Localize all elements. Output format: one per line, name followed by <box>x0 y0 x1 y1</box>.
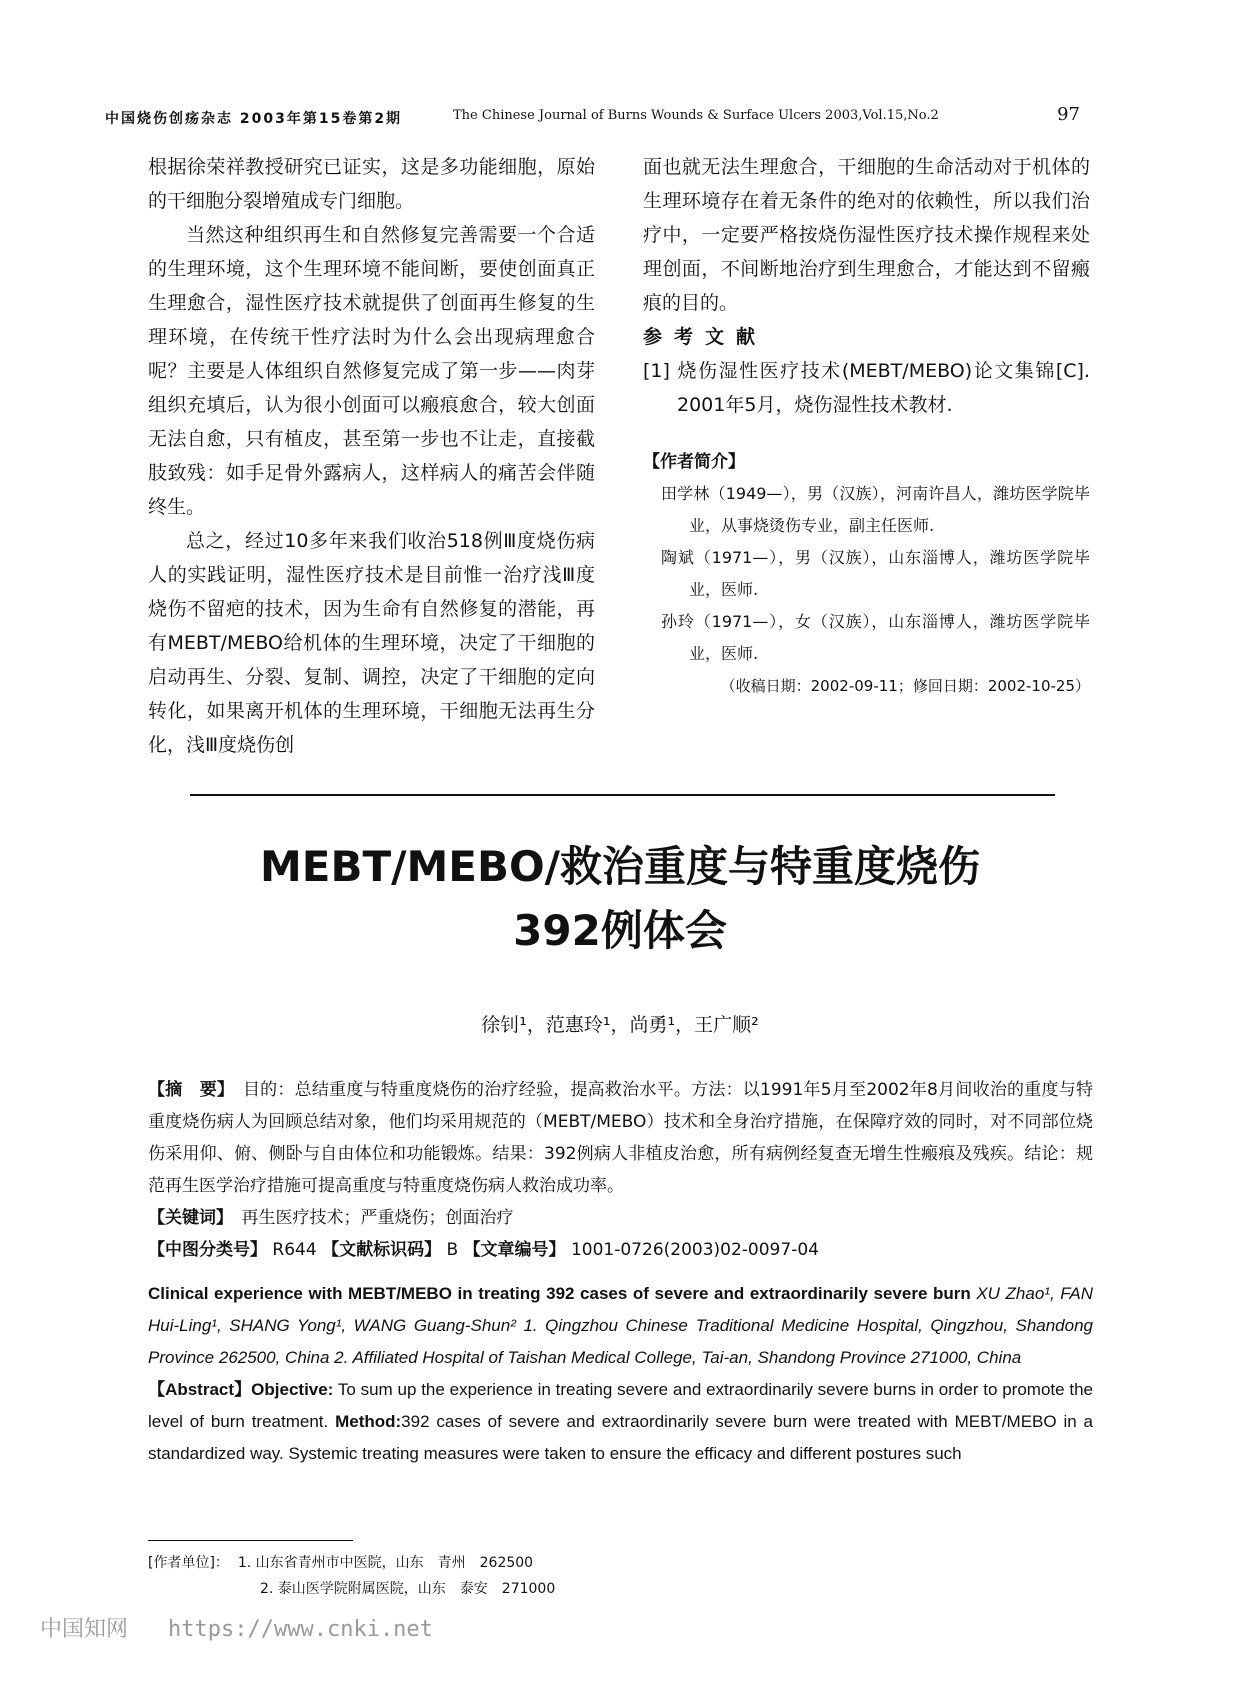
running-header <box>105 104 1080 134</box>
author-bio-heading: 【作者简介】 <box>643 452 745 472</box>
method-text: 392 cases of severe and extraordinarily severe burn were treated with MEBT/MEBO in a standardized way. Systemic treating measures were taken to ensure the efficacy and different postures such <box>148 1412 1093 1463</box>
objective-text: To sum up the experience in treating severe and extraordinarily severe burns in order to promote the level of burn treatment. <box>148 1380 1093 1431</box>
right-column <box>643 150 1090 702</box>
article-no-value: 1001-0726(2003)02-0097-04 <box>570 1240 819 1260</box>
doc-code-label: 【文献标识码】 <box>322 1240 442 1260</box>
author-bio-3: 孙玲（1971—），女（汉族），山东淄博人，潍坊医学院毕业，医师. <box>661 612 1090 663</box>
watermark-url[interactable]: https://www.cnki.net <box>168 1617 433 1642</box>
author-bio-2: 陶斌（1971—），男（汉族），山东淄博人，潍坊医学院毕业，医师. <box>661 548 1090 599</box>
watermark-site: 中国知网 <box>40 1617 129 1642</box>
author-bio-1: 田学林（1949—），男（汉族），河南许昌人，潍坊医学院毕业，从事烧烫伤专业，副主任医师. <box>661 484 1090 535</box>
article-no-label: 【文章编号】 <box>463 1240 566 1260</box>
author-list: 徐钊¹，范惠玲¹，尚勇¹，王广顺² <box>481 1014 759 1036</box>
article-title <box>0 835 1240 963</box>
doc-code-value: B <box>446 1240 459 1260</box>
cnki-watermark <box>40 1612 433 1643</box>
objective-label: Objective: <box>251 1380 334 1399</box>
english-affiliation: XU Zhao¹, FAN Hui-Ling¹, SHANG Yong¹, WANG Guang-Shun² 1. Qingzhou Chinese Traditional Medicine Hospital, Qingzhou, Shandong Province 262500, China 2. Affiliated Hospital of Taishan Medical College, Tai-an, Shandong Province 271000, China <box>148 1284 1093 1367</box>
footnote-line-2: 2. 泰山医学院附属医院，山东 泰安 271000 <box>260 1581 556 1597</box>
author-affiliation-footnote <box>148 1550 848 1602</box>
footnote-label: [作者单位]： <box>148 1555 229 1571</box>
keywords-label: 【关键词】 <box>148 1208 225 1228</box>
classification-value: R644 <box>272 1240 317 1260</box>
page-number: 97 <box>1057 104 1080 125</box>
reference-item: [1] 烧伤湿性医疗技术(MEBT/MEBO)论文集锦[C]. 2001年5月，烧伤湿性技术教材. <box>643 360 1090 416</box>
journal-name-en: The Chinese Journal of Burns Wounds & Surface Ulcers 2003,Vol.15,No.2 <box>453 108 939 123</box>
section-divider <box>190 794 1055 796</box>
abstract-text: 目的：总结重度与特重度烧伤的治疗经验，提高救治水平。方法：以1991年5月至2002年8月间收治的重度与特重度烧伤病人为回顾总结对象，他们均采用规范的（MEBT/MEBO）技术和全身治疗措施，在保障疗效的同时，对不同部位烧伤采用仰、俯、侧卧与自由体位和功能锻炼。结果：392例病人非植皮治愈，所有病例经复查无增生性瘢痕及残疾。结论：规范再生医学治疗措施可提高重度与特重度烧伤病人救治成功率。 <box>148 1080 1094 1196</box>
left-paragraph-3: 总之，经过10多年来我们收治518例Ⅲ度烧伤病人的实践证明，湿性医疗技术是目前惟一治疗浅Ⅲ度烧伤不留疤的技术，因为生命有自然修复的潜能，再有MEBT/MEBO给机体的生理环境，决定了干细胞的启动再生、分裂、复制、调控，决定了干细胞的定向转化，如果离开机体的生理环境，干细胞无法再生分化，浅Ⅲ度烧伤创 <box>148 530 595 756</box>
keywords-text: 再生医疗技术；严重烧伤；创面治疗 <box>241 1208 514 1228</box>
method-label: Method: <box>335 1412 402 1431</box>
footnote-divider <box>148 1540 353 1541</box>
english-title: Clinical experience with MEBT/MEBO in treating 392 cases of severe and extraordinarily severe burn <box>148 1284 971 1303</box>
references-heading: 参考文献 <box>643 326 768 348</box>
left-paragraph-1: 根据徐荣祥教授研究已证实，这是多功能细胞，原始的干细胞分裂增殖成专门细胞。 <box>148 156 595 212</box>
left-column <box>148 150 595 762</box>
english-abstract-label: 【Abstract】 <box>148 1380 252 1399</box>
article-title-line-1: MEBT/MEBO/救治重度与特重度烧伤 <box>259 842 981 891</box>
received-dates: （收稿日期：2002-09-11；修回日期：2002-10-25） <box>720 677 1090 695</box>
classification-label: 【中图分类号】 <box>148 1240 267 1260</box>
article-title-line-2: 392例体会 <box>513 906 727 955</box>
english-abstract <box>148 1278 1093 1470</box>
abstract-label: 【摘 要】 <box>148 1080 226 1100</box>
footnote-line-1: 1. 山东省青州市中医院，山东 青州 262500 <box>237 1555 534 1571</box>
right-paragraph-1: 面也就无法生理愈合，干细胞的生命活动对于机体的生理环境存在着无条件的绝对的依赖性，所以我们治疗中，一定要严格按烧伤湿性医疗技术操作规程来处理创面，不间断地治疗到生理愈合，才能达到不留瘢痕的目的。 <box>643 156 1090 314</box>
left-paragraph-2: 当然这种组织再生和自然修复完善需要一个合适的生理环境，这个生理环境不能间断，要使创面真正生理愈合，湿性医疗技术就提供了创面再生修复的生理环境，在传统干性疗法时为什么会出现病理愈合呢？主要是人体组织自然修复完成了第一步——肉芽组织充填后，认为很小创面可以瘢痕愈合，较大创面无法自愈，只有植皮，甚至第一步也不让走，直接截肢致残：如手足骨外露病人，这样病人的痛苦会伴随终生。 <box>148 224 595 518</box>
chinese-abstract <box>148 1074 1093 1266</box>
journal-name-cn: 中国烧伤创疡杂志 2003年第15卷第2期 <box>105 111 403 127</box>
